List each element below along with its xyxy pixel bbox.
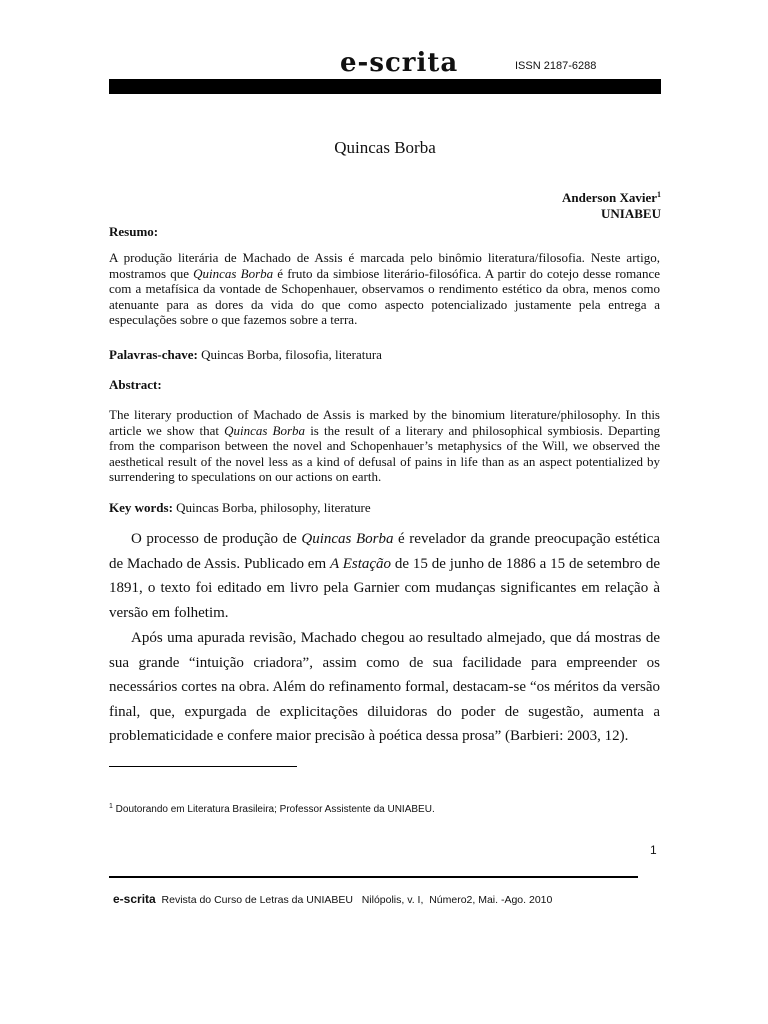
body-paragraph-1: [109, 527, 660, 625]
body-p1-italic1: Quincas Borba: [301, 531, 394, 547]
abstract-label: Abstract:: [109, 377, 162, 392]
palavras-chave-text: Quincas Borba, filosofia, literatura: [197, 347, 382, 362]
footnote: [109, 800, 435, 817]
footer-rule: [109, 876, 638, 878]
body-paragraph-2: Após uma apurada revisão, Machado chegou ao resultado almejado, que dá mostras de sua grande “intuição criadora”, assim como de sua facilidade para empreender os necessários cortes na obra. Além do refinamento formal, destacam-se “os méritos da versão final, que, expurgada de explicitações diluidoras do poder de sugestão, aumenta a problematicidade e confere maior precisão à poética dessa prosa” (Barbieri: 2003, 12).: [109, 630, 660, 744]
author-text: Anderson Xavier: [562, 190, 657, 205]
footer-journal: e-scrita: [113, 892, 156, 906]
footer-text: Revista do Curso de Letras da UNIABEU Nilópolis, v. I, Número2, Mai. -Ago. 2010: [155, 894, 553, 906]
resumo-part2: é fruto da simbiose literário-filosófica. A partir do cotejo desse romance com a metafísica da vontade de Schopenhauer, observamos o rendimento estético da obra, menos como atenuante para as dores da vida do que como aspecto potencializado justamente pela entrega a especulações sobre o que fazemos sobre a terra.: [109, 265, 660, 328]
footnote-text: Doutorando em Literatura Brasileira; Professor Assistente da UNIABEU.: [112, 804, 435, 815]
abstract-part1: The literary production of Machado de Assis is marked by the binomium literature/philosophy. In this article we show that: [109, 407, 660, 438]
abstract-italic-title: Quincas Borba: [224, 422, 306, 438]
abstract-part2: is the result of a literary and philosophical symbiosis. Departing from the comparison between the novel and Schopenhauer’s metaphysics of the Will, we observed the aesthetical result of the novel less as a kind of defusal of pains in life than as an aspect potentialized by surrendering to speculations on our actions on earth.: [109, 422, 660, 485]
issn: ISSN 2187-6288: [515, 60, 597, 72]
resumo-part1: A produção literária de Machado de Assis é marcada pelo binômio literatura/filosofia. Neste artigo, mostramos que: [109, 250, 660, 281]
body-p1-part2: é revelador da grande preocupação estética de Machado de Assis. Publicado em: [109, 531, 660, 572]
author-affiliation: UNIABEU: [601, 206, 661, 221]
page-number: 1: [650, 843, 657, 857]
palavras-chave-label: Palavras-chave:: [109, 347, 198, 362]
key-words-label: Key words:: [109, 500, 173, 515]
header-rule: [109, 79, 661, 94]
body-p1-part1: O processo de produção de: [131, 531, 302, 547]
body-p1-part3: de 15 de junho de 1886 a 15 de setembro de 1891, o texto foi editado em livro pela Garnier com mudanças significantes em relação à versão em folhetim.: [109, 555, 660, 621]
palavras-chave: [109, 347, 382, 363]
footer: [113, 892, 552, 907]
body-p1-italic2: A Estação: [329, 555, 392, 572]
footnote-marker: 1: [109, 803, 113, 810]
footnote-rule: [109, 766, 297, 767]
resumo-label: Resumo:: [109, 224, 159, 239]
resumo-text: [109, 250, 660, 328]
author-name: [562, 187, 661, 206]
article-title: Quincas Borba: [334, 138, 436, 157]
key-words: [109, 500, 371, 516]
resumo-italic-title: Quincas Borba: [193, 265, 274, 281]
key-words-text: Quincas Borba, philosophy, literature: [172, 500, 371, 515]
journal-name: e-scrita: [340, 48, 459, 78]
author-footnote-marker: 1: [657, 190, 661, 199]
abstract-text: [109, 407, 660, 485]
